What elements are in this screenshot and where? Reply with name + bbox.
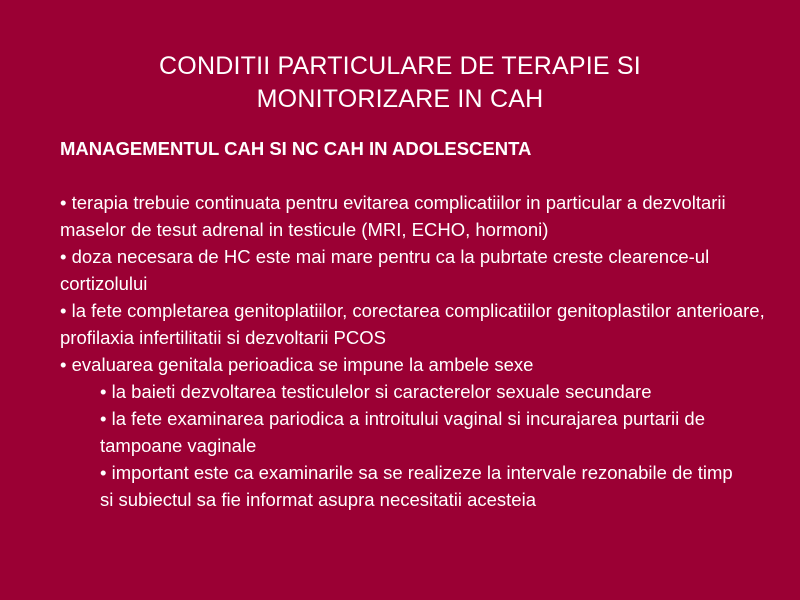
bullet-item-4	[60, 351, 772, 378]
bullet-icon: •	[60, 354, 67, 375]
sub-bullet-item-3	[100, 459, 740, 513]
sub-bullet-text: important este ca examinarile sa se realizeze la intervale rezonabile de timp si subiectul sa fie informat asupra necesitatii acesteia	[100, 462, 733, 510]
bullet-icon: •	[100, 381, 107, 402]
sub-bullet-text: la fete examinarea pariodica a introitului vaginal si incurajarea purtarii de tampoane vaginale	[100, 408, 705, 456]
bullet-item-2	[60, 243, 772, 297]
bullet-item-1	[60, 189, 772, 243]
title-line-2: MONITORIZARE IN CAH	[256, 85, 544, 113]
slide-content	[60, 135, 772, 513]
bullet-icon: •	[60, 246, 67, 267]
sub-bullet-item-1	[100, 378, 740, 405]
bullet-icon: •	[100, 462, 107, 483]
sub-bullet-item-2	[100, 405, 740, 459]
title-line-1: CONDITII PARTICULARE DE TERAPIE SI	[159, 52, 641, 80]
bullet-icon: •	[60, 300, 67, 321]
bullet-item-3	[60, 297, 772, 351]
slide-title	[100, 50, 700, 116]
bullet-text: la fete completarea genitoplatiilor, corectarea complicatiilor genitoplastilor anterioare, profilaxia infertilitatii si dezvoltarii PCOS	[60, 300, 765, 348]
bullet-icon: •	[60, 192, 67, 213]
section-heading: MANAGEMENTUL CAH SI NC CAH IN ADOLESCENTA	[60, 138, 532, 159]
bullet-icon: •	[100, 408, 107, 429]
bullet-text: doza necesara de HC este mai mare pentru ca la pubrtate creste clearence-ul cortizolului	[60, 246, 710, 294]
bullet-text: terapia trebuie continuata pentru evitarea complicatiilor in particular a dezvoltarii maselor de tesut adrenal in testicule (MRI, ECHO, hormoni)	[60, 192, 726, 240]
bullet-text: evaluarea genitala perioadica se impune la ambele sexe	[71, 354, 534, 375]
sub-bullet-list	[100, 378, 740, 513]
sub-bullet-text: la baieti dezvoltarea testiculelor si caracterelor sexuale secundare	[111, 381, 652, 402]
